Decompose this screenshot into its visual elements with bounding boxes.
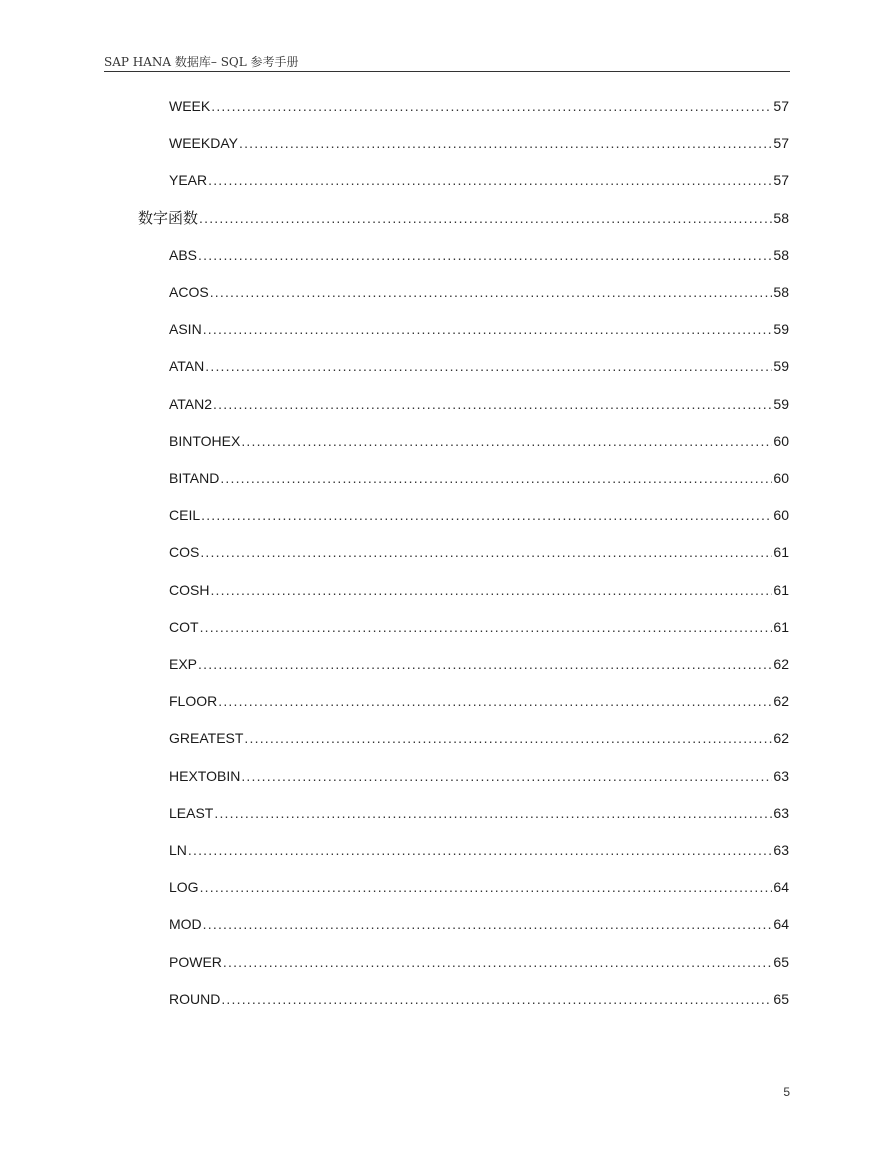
- toc-entry-page: 64: [773, 916, 789, 932]
- toc-entry-page: 62: [773, 693, 789, 709]
- toc-entry-title: ABS: [169, 247, 198, 263]
- toc-entry-page: 58: [773, 284, 789, 300]
- toc-entry[interactable]: [169, 394, 789, 414]
- toc-dot-leader: [200, 617, 773, 637]
- toc-entry-title: ATAN: [169, 358, 205, 374]
- toc-entry-page: 59: [773, 358, 789, 374]
- toc-dot-leader: [218, 691, 772, 711]
- toc-entry-title: LN: [169, 842, 187, 858]
- toc-entry-title: ATAN2: [169, 396, 213, 412]
- toc-entry-page: 61: [773, 544, 789, 560]
- toc-entry-title: YEAR: [169, 172, 208, 188]
- toc-entry[interactable]: [169, 356, 789, 376]
- toc-dot-leader: [241, 431, 772, 451]
- toc-entry-title: WEEKDAY: [169, 135, 238, 151]
- running-header-title: SAP HANA 数据库– SQL 参考手册: [104, 55, 299, 69]
- toc-entry[interactable]: [169, 133, 789, 153]
- running-header: [104, 53, 790, 72]
- toc-entry-page: 57: [773, 172, 789, 188]
- toc-entry[interactable]: [169, 654, 789, 674]
- toc-entry-title: MOD: [169, 916, 202, 932]
- toc-entry-page: 62: [773, 730, 789, 746]
- page-number: 5: [783, 1085, 790, 1099]
- toc-entry[interactable]: [169, 96, 789, 116]
- toc-entry-title: 数字函数: [138, 209, 199, 227]
- toc-entry[interactable]: [169, 877, 789, 897]
- toc-entry-title: LOG: [169, 879, 199, 895]
- toc-dot-leader: [223, 952, 773, 972]
- toc-entry-title: COT: [169, 619, 199, 635]
- toc-entry[interactable]: [169, 914, 789, 934]
- toc-entry[interactable]: [169, 282, 789, 302]
- toc-entry[interactable]: [169, 431, 789, 451]
- toc-entry[interactable]: [169, 505, 789, 525]
- toc-entry-title: COSH: [169, 582, 210, 598]
- toc-dot-leader: [203, 914, 773, 934]
- toc-dot-leader: [220, 468, 772, 488]
- toc-entry-page: 65: [773, 954, 789, 970]
- toc-entry-title: COS: [169, 544, 200, 560]
- toc-dot-leader: [239, 133, 772, 153]
- toc-entry[interactable]: [169, 245, 789, 265]
- toc-dot-leader: [221, 989, 772, 1009]
- toc-dot-leader: [201, 505, 772, 525]
- toc-dot-leader: [198, 245, 772, 265]
- toc-entry-page: 58: [773, 247, 789, 263]
- toc-entry[interactable]: [169, 319, 789, 339]
- toc-entry[interactable]: [169, 170, 789, 190]
- toc-entry-page: 59: [773, 396, 789, 412]
- toc-entry[interactable]: [169, 617, 789, 637]
- toc-entry-title: POWER: [169, 954, 222, 970]
- toc-entry-title: GREATEST: [169, 730, 244, 746]
- toc-entry[interactable]: [169, 803, 789, 823]
- toc-entry[interactable]: [169, 952, 789, 972]
- toc-entry-title: LEAST: [169, 805, 214, 821]
- toc-dot-leader: [210, 282, 773, 302]
- toc-entry-page: 63: [773, 805, 789, 821]
- toc-section-entry[interactable]: [138, 208, 789, 228]
- toc-entry-page: 58: [773, 210, 789, 226]
- toc-entry-page: 60: [773, 433, 789, 449]
- toc-dot-leader: [203, 319, 773, 339]
- toc-entry[interactable]: [169, 580, 789, 600]
- toc-dot-leader: [213, 394, 772, 414]
- toc-entry-page: 61: [773, 582, 789, 598]
- toc-entry[interactable]: [169, 542, 789, 562]
- toc-entry[interactable]: [169, 840, 789, 860]
- toc-entry-page: 63: [773, 768, 789, 784]
- toc-entry-title: BINTOHEX: [169, 433, 241, 449]
- toc-dot-leader: [214, 803, 772, 823]
- toc-dot-leader: [205, 356, 772, 376]
- toc-dot-leader: [241, 766, 772, 786]
- toc-entry-page: 65: [773, 991, 789, 1007]
- toc-entry-page: 64: [773, 879, 789, 895]
- toc-dot-leader: [188, 840, 773, 860]
- toc-dot-leader: [200, 877, 773, 897]
- toc-entry[interactable]: [169, 728, 789, 748]
- toc-entry-title: ACOS: [169, 284, 209, 300]
- toc-entry-page: 60: [773, 470, 789, 486]
- toc-entry-title: BITAND: [169, 470, 220, 486]
- toc-entry-page: 60: [773, 507, 789, 523]
- toc-dot-leader: [199, 208, 772, 228]
- toc-entry-title: ASIN: [169, 321, 202, 337]
- toc-entry-page: 57: [773, 135, 789, 151]
- toc-dot-leader: [244, 728, 772, 748]
- toc-dot-leader: [210, 580, 772, 600]
- toc-entry[interactable]: [169, 989, 789, 1009]
- toc-entry-title: CEIL: [169, 507, 201, 523]
- toc-entry-title: EXP: [169, 656, 198, 672]
- toc-entry-page: 61: [773, 619, 789, 635]
- toc-entry-page: 63: [773, 842, 789, 858]
- toc-entry-title: WEEK: [169, 98, 211, 114]
- toc-entry-title: HEXTOBIN: [169, 768, 241, 784]
- toc-entry[interactable]: [169, 766, 789, 786]
- toc-entry-page: 57: [773, 98, 789, 114]
- toc-dot-leader: [198, 654, 772, 674]
- toc-entry-page: 59: [773, 321, 789, 337]
- toc-dot-leader: [211, 96, 772, 116]
- toc-entry-page: 62: [773, 656, 789, 672]
- toc-entry-title: FLOOR: [169, 693, 218, 709]
- toc-entry-title: ROUND: [169, 991, 221, 1007]
- toc-dot-leader: [200, 542, 772, 562]
- toc-entry[interactable]: [169, 691, 789, 711]
- toc-entry[interactable]: [169, 468, 789, 488]
- toc-dot-leader: [208, 170, 772, 190]
